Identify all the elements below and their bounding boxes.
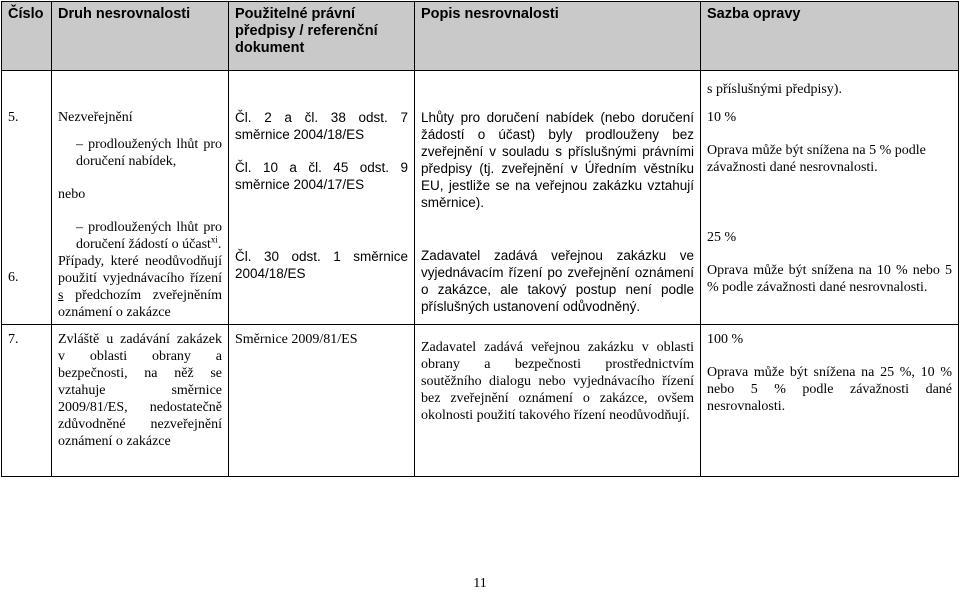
- row-7-description: Zadavatel zadává veřejnou zakázku v oblasti obrany a bezpečnosti prostřednictvím soutěžního dialogu nebo vyjednávacího řízení bez zveřejnění oznámení o zakázce, ovšem okolnosti použití takového řízení neodůvodňují.: [421, 340, 694, 423]
- row-6-number: 6.: [8, 270, 19, 285]
- row-5-number: 5.: [8, 110, 19, 125]
- table-row: [2, 325, 959, 477]
- row-7-rules-1: Směrnice 2009/81/ES: [235, 332, 358, 347]
- continuation-text: s příslušnými předpisy).: [707, 82, 842, 97]
- row-6-type: Případy, které neodůvodňují použití vyjednávacího řízení s předchozím zveřejněním oznámení o zakázce: [58, 254, 222, 320]
- header-number: Číslo: [2, 2, 52, 71]
- row-5-rules-2: Čl. 10 a čl. 45 odst. 9 směrnice 2004/17/ES: [235, 160, 408, 192]
- row-5-type-or: nebo: [58, 187, 86, 202]
- row-7-rate-note: Oprava může být snížena na 25 %, 10 % nebo 5 % podle závažnosti dané nesrovnalosti.: [707, 365, 952, 414]
- row-5-description: Lhůty pro doručení nabídek (nebo doručení žádostí o účast) byly prodlouženy bez zveřejnění v souladu s příslušnými právními předpisy (tj. zveřejnění v Úředním věstníku EU, jestliže se na veřejnou zakázku vztahují směrnice).: [421, 110, 694, 210]
- table-header-row: [2, 2, 959, 71]
- header-rules: Použitelné právní předpisy / referenční dokument: [229, 2, 415, 71]
- row-6-rate: 25 %: [707, 230, 737, 245]
- row-7-number: 7.: [8, 332, 19, 347]
- row-5-type-item2: – prodloužených lhůt pro doručení žádostí o účast$^{xi}$.: [76, 220, 222, 252]
- row-6-rules-1: Čl. 30 odst. 1 směrnice 2004/18/ES: [235, 249, 408, 281]
- row-5-type-item1: – prodloužených lhůt pro doručení nabídek,: [76, 137, 222, 169]
- header-description: Popis nesrovnalosti: [415, 2, 701, 71]
- row-5-rules-1: Čl. 2 a čl. 38 odst. 7 směrnice 2004/18/ES: [235, 110, 408, 142]
- header-type: Druh nesrovnalosti: [52, 2, 229, 71]
- irregularity-table: [1, 1, 959, 477]
- row-6-description: Zadavatel zadává veřejnou zakázku ve vyjednávacím řízení po zveřejnění oznámení o zakázce, ale takový postup není podle příslušných ustanovení odůvodněný.: [421, 248, 694, 314]
- row-5-rate: 10 %: [707, 110, 737, 125]
- page-number: 11: [473, 576, 487, 591]
- row-7-type: Zvláště u zadávání zakázek v oblasti obrany a bezpečnosti, na něž se vztahuje směrnice 2009/81/ES, nedostatečně zdůvodněné nezveřejnění oznámení o zakázce: [58, 332, 222, 449]
- row-5-type-title: Nezveřejnění: [58, 110, 133, 125]
- header-rate: Sazba opravy: [701, 2, 959, 71]
- table-row: [2, 101, 959, 325]
- row-6-rate-note: Oprava může být snížena na 10 % nebo 5 % podle závažnosti dané nesrovnalosti.: [707, 263, 952, 295]
- row-7-rate: 100 %: [707, 332, 744, 347]
- continuation-row: [2, 71, 959, 102]
- row-5-rate-note: Oprava může být snížena na 5 % podle závažnosti dané nesrovnalosti.: [707, 143, 926, 175]
